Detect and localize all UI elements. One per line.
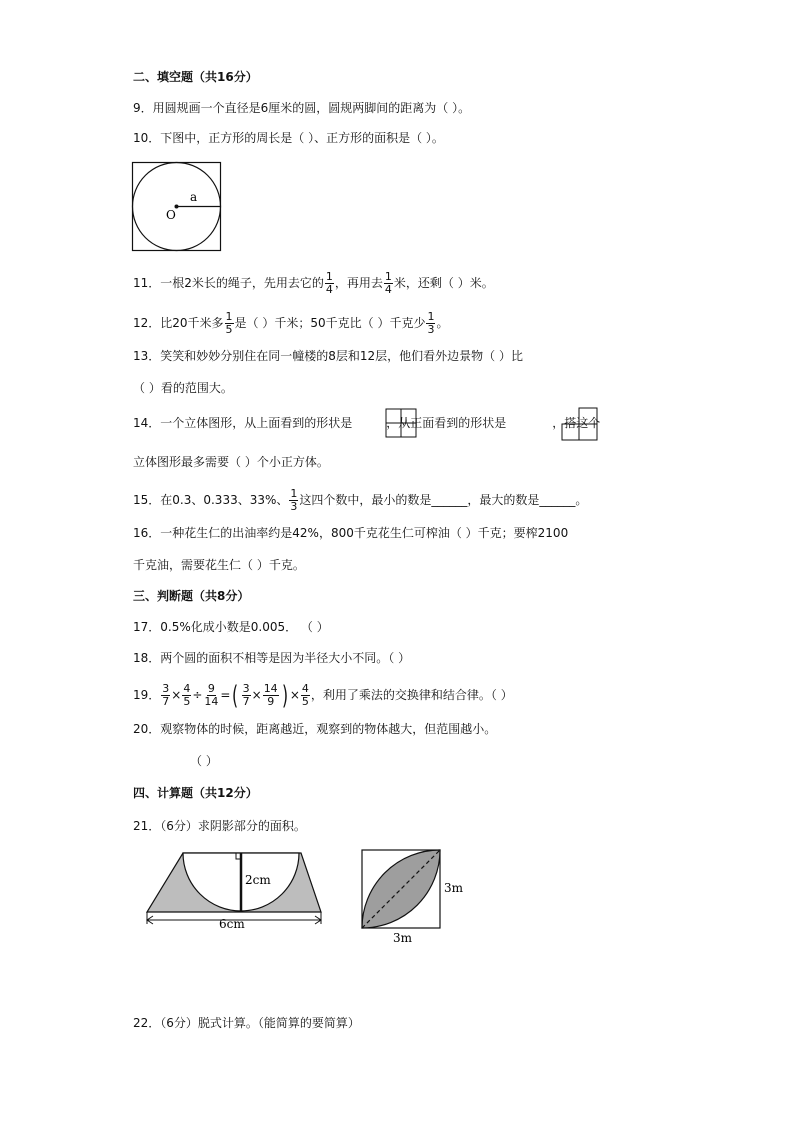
base-label: 6cm xyxy=(219,917,245,931)
question-20-line-2: （ ） xyxy=(190,754,218,768)
question-9: 9．用圆规画一个直径是6厘米的圆，圆规两脚间的距离为（ ）。 xyxy=(133,101,471,115)
q14-text-3: ，搭这个 xyxy=(552,416,601,430)
leaf-square-figure xyxy=(360,848,470,944)
question-20-line-1: 20．观察物体的时候，距离越近，观察到的物体越大，但范围越小。 xyxy=(133,722,497,736)
q11-text-3: 米，还剩（ ）米。 xyxy=(393,276,494,290)
question-14-line-1 xyxy=(133,414,600,432)
fraction-3-7: $\frac{3}{7}$ xyxy=(162,682,170,708)
label-o: O xyxy=(166,208,176,222)
q12-text-1: 12．比20千米多 xyxy=(133,316,224,330)
fraction-14-9: $\frac{14}{9}$ xyxy=(263,682,278,708)
label-a: a xyxy=(190,190,198,204)
question-21: 21．（6分）求阴影部分的面积。 xyxy=(133,819,306,833)
front-view-figure xyxy=(561,407,603,441)
top-view-figure xyxy=(385,408,419,438)
question-13-line-1: 13．笑笑和妙妙分别住在同一幢楼的8层和12层，他们看外边景物（ ）比 xyxy=(133,349,523,363)
bottom-label: 3m xyxy=(393,931,413,945)
question-14-line-2: 立体图形最多需要（ ）个小正方体。 xyxy=(133,455,329,469)
fraction-1-4: $\frac{1}{4}$ xyxy=(325,270,333,296)
q14-text-1: 14．一个立体图形，从上面看到的形状是 xyxy=(133,416,353,430)
height-label: 2cm xyxy=(245,873,271,887)
q15-text-2: 这四个数中，最小的数是______，最大的数是______。 xyxy=(299,493,588,507)
question-17: 17．0.5%化成小数是0.005． （ ） xyxy=(133,620,329,634)
question-16-line-2: 千克油，需要花生仁（ ）千克。 xyxy=(133,558,305,572)
q11-text-1: 11．一根2米长的绳子，先用去它的 xyxy=(133,276,324,290)
trapezoid-semicircle-figure xyxy=(143,850,328,932)
question-22: 22．（6分）脱式计算。（能简算的要简算） xyxy=(133,1016,360,1030)
fraction-1-4: $\frac{1}{4}$ xyxy=(384,270,392,296)
question-18: 18．两个圆的面积不相等是因为半径大小不同。（ ） xyxy=(133,651,411,665)
side-label: 3m xyxy=(444,881,464,895)
question-19: 19． $\frac{3}{7}$ × $\frac{4}{5}$ ÷ $\frac{9}{14}$ =( $\frac{3}{7}$ × $\frac{14}{9}$ ) × $\frac{4}{5}$ ，利用了乘法的交换律和结合律。（ ） xyxy=(133,680,513,711)
fraction-3-7: $\frac{3}{7}$ xyxy=(242,682,250,708)
q14-text-2: ，从正面看到的形状是 xyxy=(386,416,507,430)
q11-text-2: ，再用去 xyxy=(334,276,383,290)
fraction-9-14: $\frac{9}{14}$ xyxy=(204,682,219,708)
circle-in-square-figure xyxy=(132,160,222,250)
fraction-1-3: $\frac{1}{3}$ xyxy=(290,487,298,513)
question-10: 10．下图中，正方形的周长是（ ）、正方形的面积是（ ）。 xyxy=(133,131,444,145)
section-3-title: 三、判断题（共8分） xyxy=(133,589,250,603)
question-12 xyxy=(133,311,448,336)
q12-text-3: 。 xyxy=(436,316,449,330)
q12-text-2: 是（ ）千米；50千克比（ ）千克少 xyxy=(234,316,426,330)
question-13-line-2: （ ）看的范围大。 xyxy=(133,381,233,395)
fraction-4-5: $\frac{4}{5}$ xyxy=(301,682,309,708)
fraction-1-5: $\frac{1}{5}$ xyxy=(225,310,233,336)
question-16-line-1: 16．一种花生仁的出油率约是42%，800千克花生仁可榨油（ ）千克；要榨2100 xyxy=(133,526,569,540)
section-2-title: 二、填空题（共16分） xyxy=(133,70,258,84)
question-11 xyxy=(133,271,494,296)
q15-text-1: 15．在0.3、0.333、33%、 xyxy=(133,493,289,507)
question-15 xyxy=(133,488,587,513)
fraction-1-3: $\frac{1}{3}$ xyxy=(427,310,435,336)
fraction-4-5: $\frac{4}{5}$ xyxy=(183,682,191,708)
section-4-title: 四、计算题（共12分） xyxy=(133,786,258,800)
